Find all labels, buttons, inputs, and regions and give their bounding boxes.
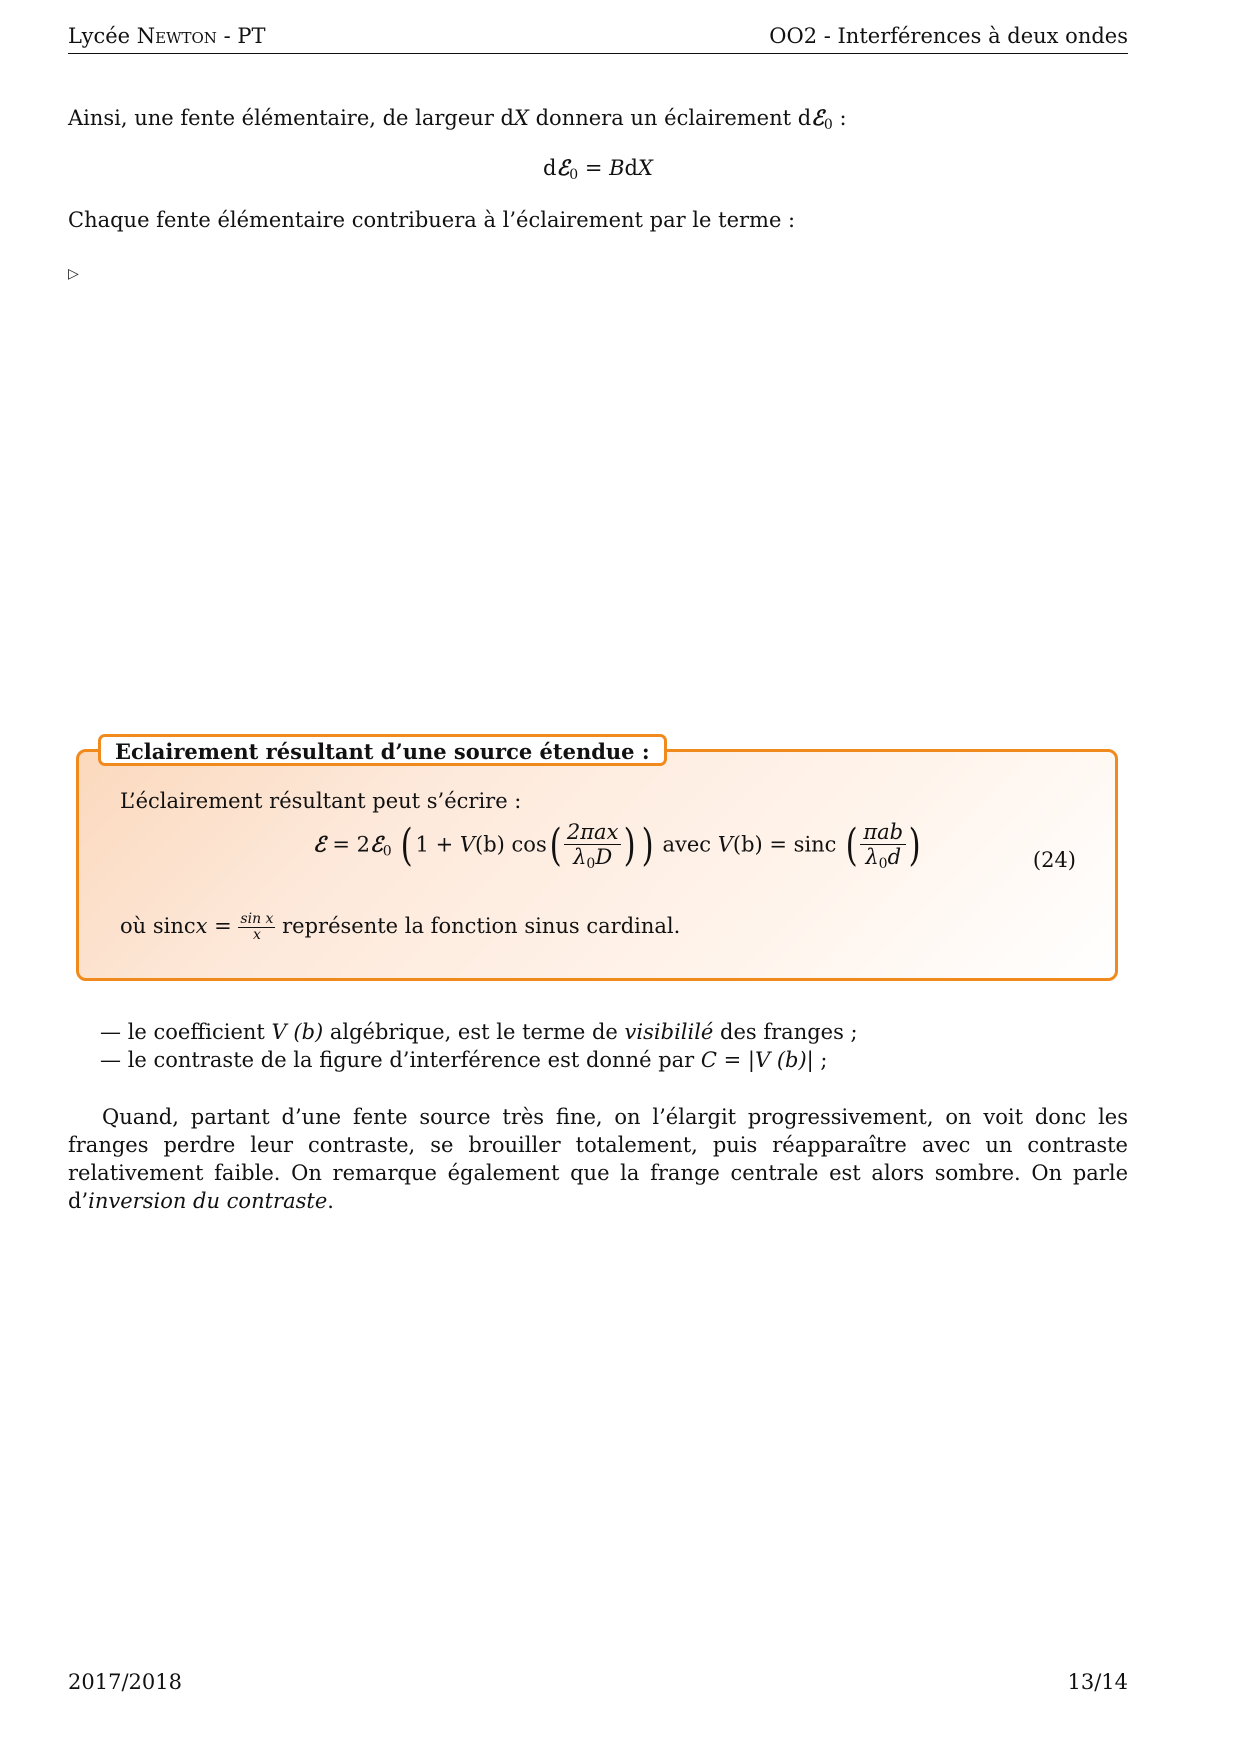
sinc-frac-num: sin x — [240, 911, 274, 927]
conclusion-paragraph — [68, 1103, 1128, 1215]
frac2-var: d — [887, 845, 902, 869]
header-school-name: Newton — [136, 24, 217, 48]
eq-x: X — [637, 156, 653, 180]
b2-c: C — [700, 1048, 717, 1072]
eq-frac-1 — [564, 820, 622, 872]
intro-line-2: Chaque fente élémentaire contribuera à l’éclairement par le terme : — [68, 208, 796, 232]
paragraph-end: . — [327, 1189, 334, 1213]
bullet-list — [100, 1018, 1120, 1074]
eq-equals: = — [578, 156, 610, 180]
b1-text-2: algébrique, est le terme de — [323, 1020, 625, 1044]
sinc-equals: = — [207, 914, 239, 938]
sinc-desc: représente la fonction sinus cardinal. — [275, 914, 681, 938]
eq-b-arg: (b) — [475, 832, 505, 857]
footer-year: 2017/2018 — [68, 1670, 182, 1694]
b1-text: le coefficient — [127, 1020, 272, 1044]
eq-d2: d — [624, 156, 638, 180]
header-rule — [68, 53, 1128, 54]
footer-page-number: 13/14 — [1067, 1670, 1128, 1694]
b2-v: V (b) — [755, 1048, 807, 1072]
eq-one-plus: 1 + — [415, 832, 460, 857]
eq-sub: 0 — [569, 167, 579, 183]
intro-line-1 — [68, 104, 1128, 139]
list-item — [100, 1046, 1120, 1074]
header-class: - PT — [216, 24, 266, 48]
dash: — — [100, 1020, 128, 1044]
dash: — — [100, 1048, 128, 1072]
eq-paren-open: ( — [400, 820, 413, 871]
frac1-num: 2πax — [566, 820, 619, 844]
eq-e0-sub: 0 — [382, 843, 392, 860]
frac1-sub: 0 — [586, 856, 596, 872]
eq-paren-close-3: ) — [908, 820, 921, 871]
box-line-2 — [120, 912, 680, 943]
frac1-lambda: λ — [573, 845, 587, 869]
sinc-frac-den: x — [238, 927, 275, 943]
header-right: OO2 - Interférences à deux ondes — [769, 24, 1128, 48]
eq-sinc: = sinc — [762, 832, 837, 857]
frac1-var: D — [595, 845, 613, 869]
equation-number: (24) — [1032, 848, 1076, 872]
intro-e-symbol: ℰ — [811, 105, 824, 130]
intro-text: Ainsi, une fente élémentaire, de largeur d — [68, 106, 514, 130]
b1-emph: visibililé — [624, 1020, 714, 1044]
sinc-text: où sinc — [120, 914, 196, 938]
eq-cos: cos — [504, 832, 547, 857]
header-left — [68, 24, 266, 48]
eq-v: V — [459, 832, 476, 857]
equation-de0 — [68, 155, 1128, 183]
frac2-num: πab — [863, 820, 904, 844]
list-item — [100, 1018, 1120, 1046]
intro-var-x: X — [513, 106, 529, 130]
paragraph-emph: inversion du contraste — [88, 1189, 328, 1213]
result-box-title: Eclairement résultant d’une source étendue : — [98, 734, 667, 766]
eq-illum: ℰ — [313, 831, 326, 857]
eq-paren-close: ) — [623, 820, 637, 871]
eq-avec: avec — [662, 832, 718, 857]
eq-paren-open-3: ( — [845, 820, 858, 871]
eq-v2: V — [717, 832, 733, 857]
eq-d: d — [543, 156, 557, 180]
box-equation — [313, 820, 923, 872]
frac2-lambda: λ — [865, 845, 879, 869]
eq-b2: (b) — [732, 832, 763, 857]
b2-eq: = | — [716, 1048, 755, 1072]
eq-paren-open-2: ( — [549, 820, 562, 871]
eq-equals-2: = 2 — [325, 832, 371, 857]
b1-text-3: des franges ; — [713, 1020, 858, 1044]
eq-frac-2 — [860, 820, 906, 872]
b1-v: V (b) — [271, 1020, 324, 1044]
paragraph-text: Quand, partant d’une fente source très fine, on l’élargit progressivement, on voit donc les franges perdre leur contraste, se brouiller totalement, puis réapparaître avec un contraste relativement faible. On remarque également que la frange centrale est alors sombre. On parle d’ — [68, 1105, 1128, 1213]
sinc-fraction — [238, 912, 275, 943]
sinc-x: x — [195, 914, 208, 938]
eq-b: B — [609, 156, 625, 180]
intro-e-sub: 0 — [823, 117, 833, 133]
b2-end: | ; — [806, 1048, 828, 1072]
box-line-1: L’éclairement résultant peut s’écrire : — [120, 789, 522, 813]
eq-e: ℰ — [556, 155, 570, 180]
eq-paren-close-2: ) — [641, 820, 654, 871]
triangle-bullet-icon: ▷ — [68, 266, 79, 282]
intro-colon: : — [832, 106, 847, 130]
frac2-sub: 0 — [878, 856, 888, 872]
b2-text: le contraste de la figure d’interférence est donné par — [127, 1048, 701, 1072]
header-school-prefix: Lycée — [68, 24, 131, 48]
intro-text-mid: donnera un éclairement d — [528, 106, 812, 130]
eq-e0: ℰ — [370, 831, 383, 857]
